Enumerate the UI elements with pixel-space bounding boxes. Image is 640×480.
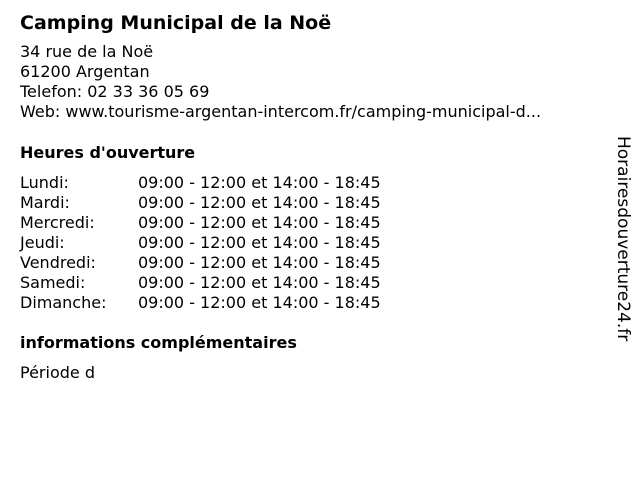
hours-row-saturday (20, 273, 610, 293)
hours-value: 09:00 - 12:00 et 14:00 - 18:45 (138, 293, 381, 312)
place-card (20, 10, 610, 383)
city-postcode: 61200 Argentan (20, 62, 150, 81)
day-label: Vendredi: (20, 253, 96, 272)
hours-value: 09:00 - 12:00 et 14:00 - 18:45 (138, 193, 381, 212)
hours-value: 09:00 - 12:00 et 14:00 - 18:45 (138, 253, 381, 272)
additional-info-text: Période d (20, 363, 95, 382)
day-label: Samedi: (20, 273, 86, 292)
website-link[interactable]: Web: www.tourisme-argentan-intercom.fr/camping-municipal-d... (20, 102, 542, 121)
place-title: Camping Municipal de la Noë (20, 12, 332, 34)
address-block (20, 42, 610, 122)
hours-value: 09:00 - 12:00 et 14:00 - 18:45 (138, 173, 381, 192)
hours-value: 09:00 - 12:00 et 14:00 - 18:45 (138, 273, 381, 292)
phone-number[interactable]: Telefon: 02 33 36 05 69 (20, 82, 210, 101)
hours-row-tuesday (20, 193, 610, 213)
day-label: Lundi: (20, 173, 69, 192)
additional-info-heading: informations complémentaires (20, 333, 297, 352)
hours-row-sunday (20, 293, 610, 313)
opening-hours-table (20, 173, 610, 313)
hours-row-wednesday (20, 213, 610, 233)
opening-hours-heading: Heures d'ouverture (20, 143, 196, 162)
day-label: Jeudi: (20, 233, 65, 252)
day-label: Mardi: (20, 193, 70, 212)
hours-row-monday (20, 173, 610, 193)
street-address: 34 rue de la Noë (20, 42, 154, 61)
day-label: Mercredi: (20, 213, 95, 232)
hours-value: 09:00 - 12:00 et 14:00 - 18:45 (138, 233, 381, 252)
day-label: Dimanche: (20, 293, 107, 312)
hours-value: 09:00 - 12:00 et 14:00 - 18:45 (138, 213, 381, 232)
hours-row-thursday (20, 233, 610, 253)
hours-row-friday (20, 253, 610, 273)
site-watermark: Horairesdouverture24.fr (613, 136, 633, 342)
